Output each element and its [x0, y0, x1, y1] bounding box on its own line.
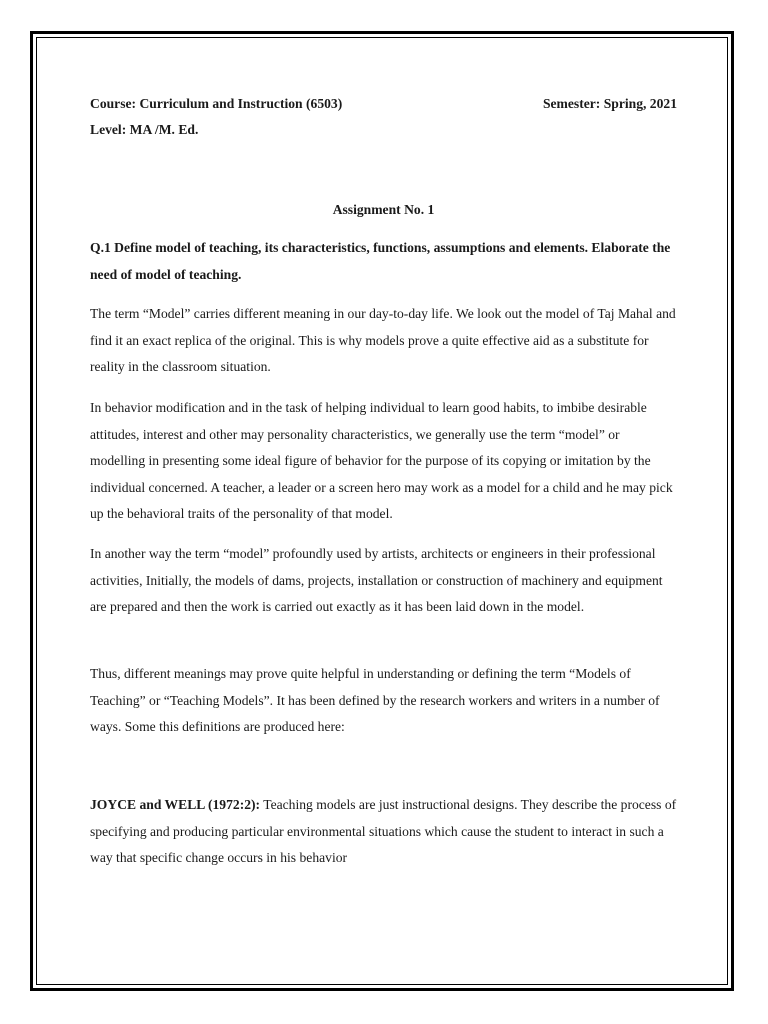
assignment-title: Assignment No. 1 [332, 202, 435, 217]
document-body [90, 91, 677, 865]
paragraph-definitions-intro: Thus, different meanings may prove quite helpful in understanding or defining the term “Models of Teaching” or “Teaching Models”. It has been defined by the research workers and writers in a number of ways. Some this definitions are produced here: [90, 666, 660, 734]
level-label: Level: MA /M. Ed. [90, 122, 199, 137]
paragraph-artists-architects: In another way the term “model” profoundly used by artists, architects or engineers in their professional activities, Initially, the models of dams, projects, installation or construction of machinery and equipment are prepared and then the work is carried out exactly as it has been laid down in the model. [90, 546, 663, 614]
course-header [90, 91, 677, 117]
question-heading: Q.1 Define model of teaching, its characteristics, functions, assumptions and elements. Elaborate the need of model of teaching. [90, 240, 671, 282]
paragraph-behavior-modification: In behavior modification and in the task of helping individual to learn good habits, to imbibe desirable attitudes, interest and other may personality characteristics, we generally use the term “model” or modelling in presenting some ideal figure of behavior for the purpose of its copying or imitation by the individual concerned. A teacher, a leader or a screen hero may work as a model for a child and he may pick up the behavioral traits of the personality of that model. [90, 400, 673, 521]
definition-author: JOYCE and WELL (1972:2): [90, 797, 261, 812]
definition-text: Teaching models are just instructional designs. They describe the process of specifying and producing particular environmental situations which cause the student to interact in such a way that specific change occurs in his behavior [90, 797, 677, 865]
paragraph-joyce-well-definition [90, 792, 677, 872]
semester-label: Semester: Spring, 2021 [542, 96, 677, 111]
course-label: Course: Curriculum and Instruction (6503) [90, 96, 343, 111]
paragraph-model-meaning: The term “Model” carries different meaning in our day-to-day life. We look out the model of Taj Mahal and find it an exact replica of the original. This is why models prove a quite effective aid as a substitute for reality in the classroom situation. [90, 306, 676, 374]
